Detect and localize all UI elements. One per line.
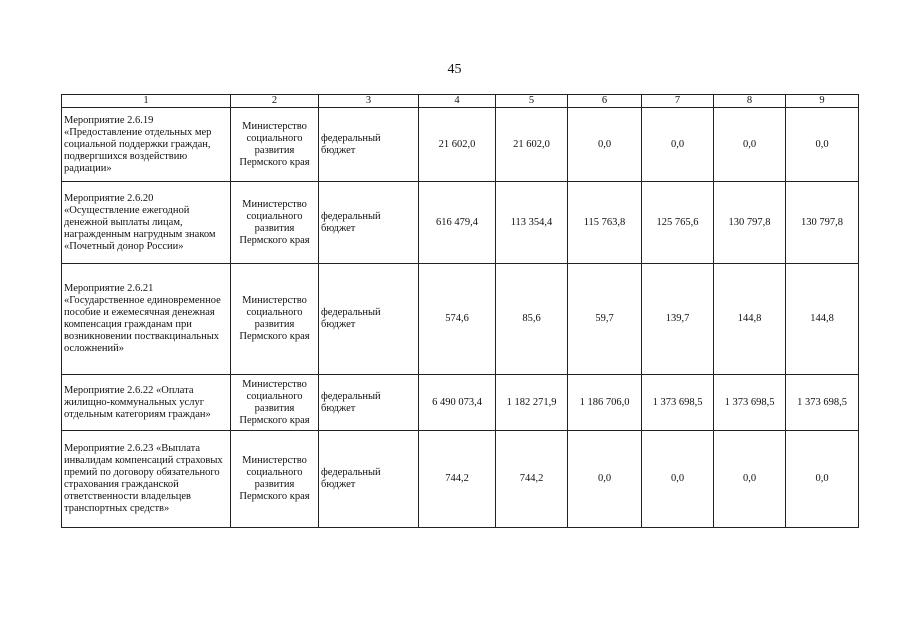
header-cell-7: 7 [642, 95, 714, 108]
value-cell: 130 797,8 [714, 182, 786, 264]
value-cell: 21 602,0 [419, 108, 496, 182]
value-cell: 113 354,4 [496, 182, 568, 264]
funding-source: федеральный бюджет [319, 375, 419, 431]
value-cell: 1 186 706,0 [568, 375, 642, 431]
table-row [62, 431, 859, 528]
value-cell: 0,0 [568, 108, 642, 182]
value-cell: 115 763,8 [568, 182, 642, 264]
value-cell: 0,0 [642, 431, 714, 528]
header-cell-9: 9 [786, 95, 859, 108]
value-cell: 0,0 [714, 431, 786, 528]
table-row [62, 182, 859, 264]
value-cell: 144,8 [714, 264, 786, 375]
executor: Министерство социального развития Пермского края [231, 431, 319, 528]
measure-name: Мероприятие 2.6.20 «Осуществление ежегодной денежной выплаты лицам, награжденным нагрудным знаком «Почетный донор России» [62, 182, 231, 264]
funding-source: федеральный бюджет [319, 264, 419, 375]
header-cell-1: 1 [62, 95, 231, 108]
header-cell-8: 8 [714, 95, 786, 108]
header-cell-5: 5 [496, 95, 568, 108]
value-cell: 744,2 [419, 431, 496, 528]
budget-table [61, 94, 859, 528]
value-cell: 130 797,8 [786, 182, 859, 264]
header-cell-3: 3 [319, 95, 419, 108]
measure-name: Мероприятие 2.6.23 «Выплата инвалидам компенсаций страховых премий по договору обязательного страхования гражданской ответственности владельцев транспортных средств» [62, 431, 231, 528]
value-cell: 574,6 [419, 264, 496, 375]
measure-name: Мероприятие 2.6.22 «Оплата жилищно-коммунальных услуг отдельным категориям граждан» [62, 375, 231, 431]
value-cell: 85,6 [496, 264, 568, 375]
header-cell-6: 6 [568, 95, 642, 108]
header-row [62, 95, 859, 108]
value-cell: 21 602,0 [496, 108, 568, 182]
header-cell-2: 2 [231, 95, 319, 108]
value-cell: 6 490 073,4 [419, 375, 496, 431]
value-cell: 144,8 [786, 264, 859, 375]
measure-name: Мероприятие 2.6.21 «Государственное единовременное пособие и ежемесячная денежная компенсация гражданам при возникновении поствакцинальных осложнений» [62, 264, 231, 375]
value-cell: 1 373 698,5 [714, 375, 786, 431]
value-cell: 0,0 [786, 431, 859, 528]
value-cell: 1 373 698,5 [642, 375, 714, 431]
header-cell-4: 4 [419, 95, 496, 108]
measure-name: Мероприятие 2.6.19 «Предоставление отдельных мер социальной поддержки граждан, подвергшихся воздействию радиации» [62, 108, 231, 182]
value-cell: 1 182 271,9 [496, 375, 568, 431]
executor: Министерство социального развития Пермского края [231, 108, 319, 182]
funding-source: федеральный бюджет [319, 431, 419, 528]
value-cell: 0,0 [714, 108, 786, 182]
value-cell: 125 765,6 [642, 182, 714, 264]
value-cell: 1 373 698,5 [786, 375, 859, 431]
value-cell: 59,7 [568, 264, 642, 375]
executor: Министерство социального развития Пермского края [231, 264, 319, 375]
executor: Министерство социального развития Пермского края [231, 375, 319, 431]
funding-source: федеральный бюджет [319, 108, 419, 182]
value-cell: 0,0 [568, 431, 642, 528]
page-number: 45 [447, 62, 462, 77]
funding-source: федеральный бюджет [319, 182, 419, 264]
value-cell: 0,0 [786, 108, 859, 182]
value-cell: 744,2 [496, 431, 568, 528]
value-cell: 616 479,4 [419, 182, 496, 264]
table-row [62, 108, 859, 182]
value-cell: 139,7 [642, 264, 714, 375]
table-row [62, 375, 859, 431]
table-row [62, 264, 859, 375]
value-cell: 0,0 [642, 108, 714, 182]
executor: Министерство социального развития Пермского края [231, 182, 319, 264]
